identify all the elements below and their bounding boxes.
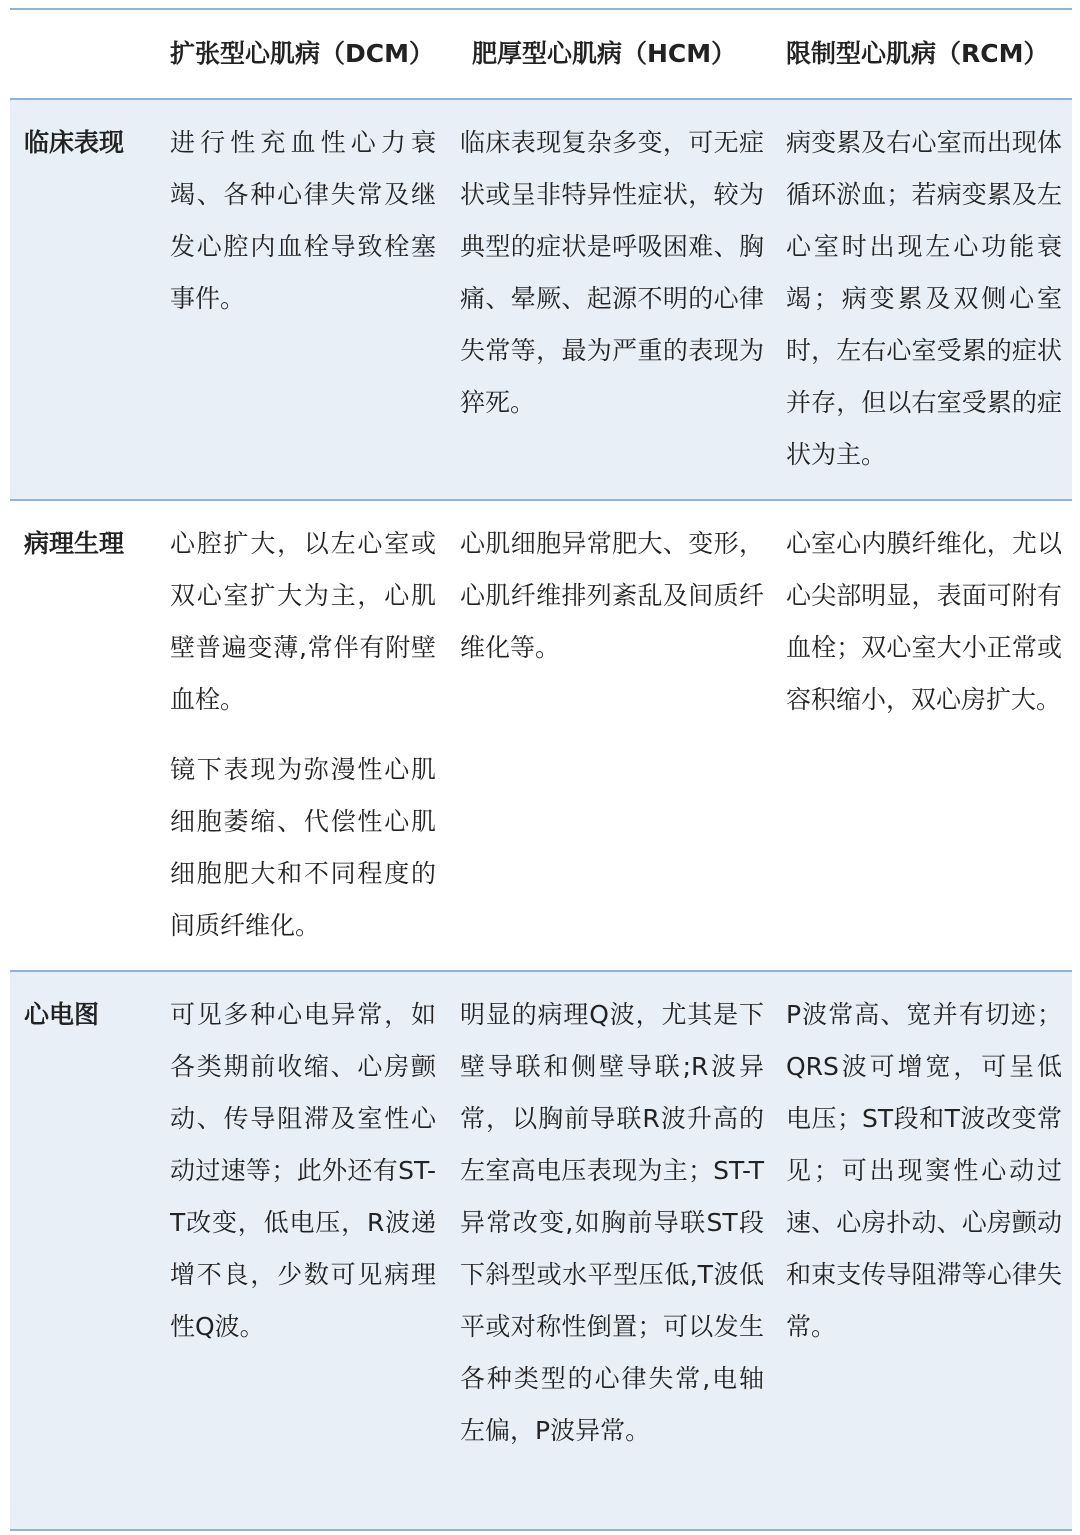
table-row <box>10 972 1072 1529</box>
header-rcm: 限制型心肌病（RCM） <box>786 39 1049 68</box>
rcm-cell <box>786 989 1062 1353</box>
hcm-cell <box>460 518 764 674</box>
table-row <box>10 100 1072 499</box>
cell-text: P波常高、宽并有切迹；QRS波可增宽，可呈低电压；ST段和T波改变常见；可出现窦性心动过速、心房扑动、心房颤动和束支传导阻滞等心律失常。 <box>786 1000 1062 1341</box>
rcm-cell <box>786 518 1062 726</box>
table-header-row <box>10 28 1072 80</box>
cell-text: 心腔扩大，以左心室或双心室扩大为主，心肌壁普遍变薄,常伴有附壁血栓。 <box>170 529 436 714</box>
dcm-cell <box>170 989 436 1353</box>
table-row <box>10 501 1072 970</box>
dcm-cell <box>170 518 436 952</box>
row-label: 心电图 <box>24 1000 100 1029</box>
cell-text: 进行性充血性心力衰竭、各种心律失常及继发心腔内血栓导致栓塞事件。 <box>170 128 436 313</box>
cell-text: 心室心内膜纤维化，尤以心尖部明显，表面可附有血栓；双心室大小正常或容积缩小，双心房扩大。 <box>786 529 1062 714</box>
cell-text: 临床表现复杂多变，可无症状或呈非特异性症状，较为典型的症状是呼吸困难、胸痛、晕厥、起源不明的心律失常等，最为严重的表现为猝死。 <box>460 128 764 417</box>
cell-text: 心肌细胞异常肥大、变形，心肌纤维排列紊乱及间质纤维化等。 <box>460 529 764 662</box>
cell-text: 可见多种心电异常，如各类期前收缩、心房颤动、传导阻滞及室性心动过速等；此外还有ST-T改变，低电压，R波递增不良，少数可见病理性Q波。 <box>170 1000 436 1341</box>
dcm-cell <box>170 117 436 325</box>
cell-text: 镜下表现为弥漫性心肌细胞萎缩、代偿性心肌细胞肥大和不同程度的间质纤维化。 <box>170 755 436 940</box>
row-label: 病理生理 <box>24 529 125 558</box>
header-dcm: 扩张型心肌病（DCM） <box>170 39 434 68</box>
cell-text: 病变累及右心室而出现体循环淤血；若病变累及左心室时出现左心功能衰竭；病变累及双侧心室时，左右心室受累的症状并存，但以右室受累的症状为主。 <box>786 128 1062 469</box>
row-label: 临床表现 <box>24 128 125 157</box>
table-bottom-rule <box>10 1529 1072 1531</box>
header-hcm: 肥厚型心肌病（HCM） <box>472 39 737 68</box>
cell-text: 明显的病理Q波，尤其是下壁导联和侧壁导联;R波异常，以胸前导联R波升高的左室高电压表现为主；ST-T异常改变,如胸前导联ST段下斜型或水平型压低,T波低平或对称性倒置；可以发生各种类型的心律失常,电轴左偏，P波异常。 <box>460 1000 764 1445</box>
rcm-cell <box>786 117 1062 481</box>
table-top-rule <box>10 8 1072 10</box>
hcm-cell <box>460 989 764 1457</box>
hcm-cell <box>460 117 764 429</box>
